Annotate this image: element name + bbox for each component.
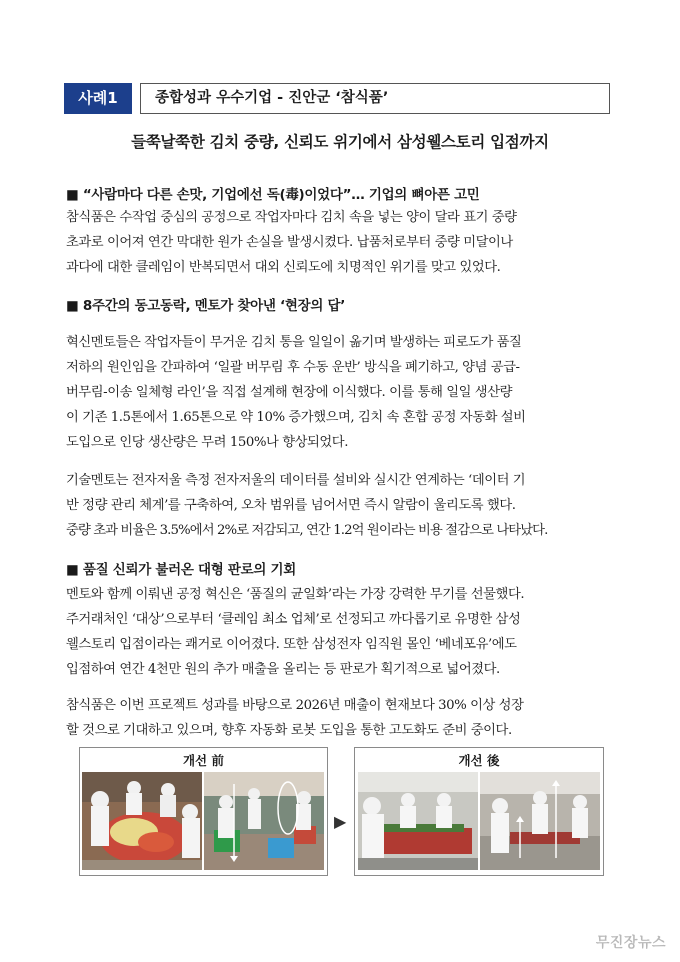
paragraph-line: 참식품은 수작업 중심의 공정으로 작업자마다 김치 속을 넣는 양이 달라 표기 중량 [66,210,517,225]
before-photo-panel [79,747,328,876]
paragraph-line: 반 정량 관리 체계’를 구축하여, 오차 범위를 넘어서면 즉시 알람이 울리도록 했다. [66,498,516,513]
headline: 들쭉날쭉한 김치 중량, 신뢰도 위기에서 삼성웰스토리 입점까지 [131,133,549,151]
section-heading-1: ■ “사람마다 다른 손맛, 기업에선 독(毒)이었다”… 기업의 뼈아픈 고민 [66,187,480,203]
after-label: 개선 後 [458,753,500,768]
paragraph-line: 저하의 원인임을 간파하여 ‘일괄 버무림 후 수동 운반’ 방식을 폐기하고, 양념 공급- [66,360,520,375]
paragraph-line: 중량 초과 비율은 3.5%에서 2%로 저감되고, 연간 1.2억 원이라는 비용 절감으로 나타났다. [66,523,548,538]
case-tag: 사례1 [64,83,132,114]
paragraph-line: 참식품은 이번 프로젝트 성과를 바탕으로 2026년 매출이 현재보다 30% 이상 성장 [66,698,524,713]
paragraph-line: 입점하여 연간 4천만 원의 추가 매출을 올리는 등 판로가 획기적으로 넓어졌다. [66,662,500,677]
after-photo-panel [354,747,604,876]
paragraph-line: 과다에 대한 클레임이 반복되면서 대외 신뢰도에 치명적인 위기를 맞고 있었다. [66,260,501,275]
section-heading-2: ■ 8주간의 동고동락, 멘토가 찾아낸 ‘현장의 답’ [66,298,346,314]
case-title: 종합성과 우수기업 - 진안군 ‘참식품’ [140,83,610,114]
paragraph-line: 도입으로 인당 생산량은 무려 150%나 향상되었다. [66,435,348,450]
paragraph-line: 이 기존 1.5톤에서 1.65톤으로 약 10% 증가했으며, 김치 속 혼합 공정 자동화 설비 [66,410,526,425]
after-photo-1 [358,772,478,870]
watermark: 무진장뉴스 [595,935,666,951]
paragraph-line: 주거래처인 ‘대상’으로부터 ‘클레임 최소 업체’로 선정되고 까다롭기로 유명한 삼성 [66,612,521,627]
after-photo-2 [480,772,600,870]
before-photo-2 [204,772,324,870]
section-heading-3: ■ 품질 신뢰가 불러온 대형 판로의 기회 [66,562,296,578]
arrow-right-icon: ▶ [334,812,347,831]
paragraph-line: 초과로 이어져 연간 막대한 원가 손실을 발생시켰다. 납품처로부터 중량 미달이나 [66,235,513,250]
paragraph-line: 웰스토리 입점이라는 쾌거로 이어졌다. 또한 삼성전자 임직원 몰인 ‘베네포유’에도 [66,637,517,652]
before-photo-1 [82,772,202,870]
before-label: 개선 前 [182,753,224,768]
paragraph-line: 할 것으로 기대하고 있으며, 향후 자동화 로봇 도입을 통한 고도화도 준비 중이다. [66,723,512,738]
paragraph-line: 버무림-이송 일체형 라인’을 직접 설계해 현장에 이식했다. 이를 통해 일일 생산량 [66,385,512,400]
paragraph-line: 혁신멘토들은 작업자들이 무거운 김치 통을 일일이 옮기며 발생하는 피로도가 품질 [66,335,522,350]
paragraph-line: 멘토와 함께 이뤄낸 공정 혁신은 ‘품질의 균일화’라는 가장 강력한 무기를 선물했다. [66,587,525,602]
case-header [64,83,610,114]
paragraph-line: 기술멘토는 전자저울 측정 전자저울의 데이터를 설비와 실시간 연계하는 ‘데이터 기 [66,473,526,488]
